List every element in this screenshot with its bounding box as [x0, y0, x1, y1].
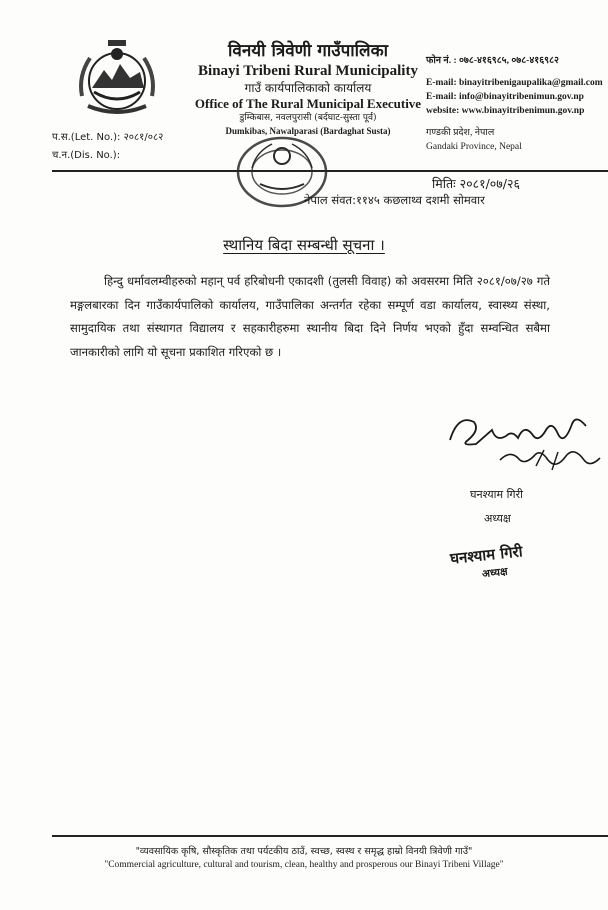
- municipality-name-np: विनयी त्रिवेणी गाउँपालिका: [227, 41, 389, 61]
- seal-name: घनश्याम गिरी: [449, 542, 524, 568]
- contact-block: [426, 54, 608, 154]
- signer-post: अध्यक्ष: [484, 512, 511, 525]
- province-en: Gandaki Province, Nepal: [426, 142, 522, 152]
- notice-body: हिन्दु धर्मावलम्वीहरुको महान् पर्व हरिबोधनी एकादशी (तुलसी विवाह) को अवसरमा मिति २०८१/०७/२७ गते मङ्गलबारका दिन गाउँकार्यपालिको कार्यालय, गाउँपालिका अन्तर्गत रहेका सम्पूर्ण वडा कार्यालय, स्वास्थ्य संस्था, सामुदायिक तथा संस्थागत विद्यालय र सहकारीहरुमा स्थानीय बिदा दिने निर्णय भएको हुँदा सम्वन्धित सबैमा जानकारीको लागि यो सूचना प्रकाशित गरिएको छ ।: [70, 274, 550, 359]
- municipality-name-en: Binayi Tribeni Rural Municipality: [198, 63, 418, 79]
- letterhead-center: [172, 40, 444, 138]
- reference-numbers: [52, 129, 163, 165]
- phone-numbers: फोन नं. : ०७८-४१६९८५, ०७८-४१६९८२: [426, 56, 559, 66]
- seal-post: अध्यक्ष: [481, 565, 509, 581]
- nepal-samvat-date: नेपाल संवत:११४५ कछलाथ्व दशमी सोमवार: [304, 193, 485, 207]
- office-name-en: Office of The Rural Municipal Executive: [194, 96, 422, 111]
- footer-slogan-en: "Commercial agriculture, cultural and tourism, clean, healthy and prosperous our Binayi Tribeni Village": [104, 860, 504, 870]
- province-np: गण्डकी प्रदेश, नेपाल: [426, 128, 495, 138]
- notice-subject-text: स्थानिय बिदा सम्बन्धी सूचना ।: [223, 236, 385, 254]
- handwritten-signature: [440, 400, 608, 480]
- signer-name: घनश्याम गिरी: [470, 488, 523, 501]
- notice-subject: [0, 235, 608, 255]
- dispatch-number: च.न.(Dis. No.):: [52, 150, 121, 161]
- website: website: www.binayitribenimun.gov.np: [426, 106, 585, 116]
- letter-number: प.स.(Let. No.): २०८१/०८२: [52, 132, 164, 143]
- address-en: Dumkibas, Nawalparasi (Bardaghat Susta): [225, 126, 391, 136]
- email-secondary: E-mail: info@binayitribenimun.gov.np: [426, 92, 584, 102]
- letter-date: मितिः २०८१/०७/२६: [432, 176, 520, 191]
- office-name-np: गाउँ कार्यपालिकाको कार्यालय: [244, 81, 372, 95]
- footer-divider: [52, 835, 608, 837]
- address-np: डुम्किबास, नवलपुरासी (बर्दघाट-सुस्ता पूर्व): [239, 113, 377, 123]
- email-primary: E-mail: binayitribenigaupalika@gmail.com: [426, 78, 603, 88]
- footer-slogan-np: "व्यवसायिक कृषि, सौस्कृतिक तथा पर्यटकीय ठाउँ, स्वच्छ, स्वस्थ र समृद्ध हाम्रो विनयी त्रिवेणी गाउँ": [135, 846, 473, 857]
- nepal-government-emblem: [74, 36, 160, 122]
